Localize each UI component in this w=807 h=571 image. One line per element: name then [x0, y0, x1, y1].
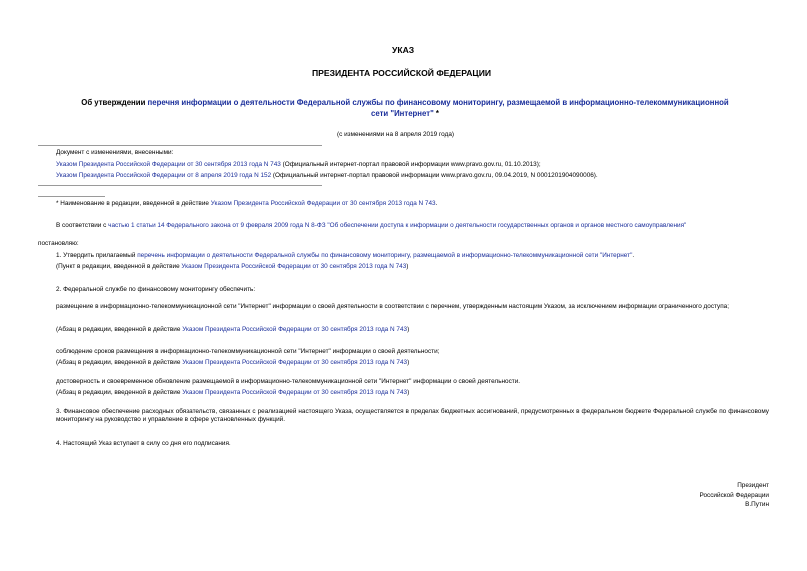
item-1-link[interactable]: перечень информации о деятельности Федеральной службы по финансовому мониторингу, размещаемой в информационно-телекоммуникационной сети "Интернет" — [137, 252, 633, 259]
item-1-note-suffix: ) — [406, 263, 409, 270]
item-1-note-link[interactable]: Указом Президента Российской Федерации от 30 сентября 2013 года N 743 — [181, 263, 407, 270]
changes-bottom-rule — [38, 185, 322, 186]
amendments-note: (с изменениями на 8 апреля 2019 года) — [337, 131, 454, 138]
note-link[interactable]: Указом Президента Российской Федерации от 30 сентября 2013 года N 743 — [182, 326, 408, 333]
item-2-sub-1-note — [56, 326, 409, 334]
item-1-prefix: 1. Утвердить прилагаемый — [56, 252, 138, 259]
item-3: 3. Финансовое обеспечение расходных обязательств, связанных с реализацией настоящего Указа, осуществляется в пределах бюджетных ассигнований, предусмотренных в федеральном бюджете Федеральной службе по финансовому мониторингу на руководство и управление в сфере установленных функций. — [56, 408, 769, 423]
item-2-sub-2-note — [56, 359, 409, 367]
note-link[interactable]: Указом Президента Российской Федерации от 30 сентября 2013 года N 743 — [182, 389, 408, 396]
changes-item-2-note: (Официальный интернет-портал правовой информации www.pravo.gov.ru, 09.04.2019, N 0001201904090006). — [271, 172, 598, 179]
preamble-link[interactable]: частью 1 статьи 14 Федерального закона от 9 февраля 2009 года N 8-ФЗ "Об обеспечении доступа к информации о деятельности государственных органов и органов местного самоуправления" — [108, 222, 687, 229]
note-prefix: (Абзац в редакции, введенной в действие — [56, 326, 183, 333]
item-1 — [56, 252, 634, 260]
changes-label: Документ с изменениями, внесенными: — [56, 149, 174, 156]
changes-item-1 — [56, 161, 541, 169]
item-2-sub-1: размещение в информационно-телекоммуникационной сети "Интернет" информации о своей деятельности в соответствии с перечнем, утвержденным настоящим Указом, за исключением информации ограниченного доступа; — [56, 303, 730, 310]
footnote — [56, 200, 437, 208]
note-prefix: (Абзац в редакции, введенной в действие — [56, 389, 183, 396]
signature-country: Российской Федерации — [699, 491, 769, 499]
document-title — [80, 98, 730, 119]
changes-item-1-link[interactable]: Указом Президента Российской Федерации от 30 сентября 2013 года N 743 — [56, 161, 281, 168]
preamble — [56, 222, 686, 230]
item-2-sub-3-note — [56, 389, 409, 397]
footnote-link[interactable]: Указом Президента Российской Федерации от 30 сентября 2013 года N 743 — [210, 200, 436, 207]
note-suffix: ) — [407, 389, 410, 396]
signature-block — [700, 481, 770, 510]
title-prefix: Об утверждении — [81, 98, 148, 107]
item-2-sub-3: достоверность и своевременное обновление размещаемой в информационно-телекоммуникационной сети "Интернет" информации о своей деятельности. — [56, 378, 521, 385]
item-1-suffix: . — [632, 252, 635, 259]
changes-top-rule — [38, 145, 322, 146]
title-suffix: * — [433, 108, 439, 118]
note-link[interactable]: Указом Президента Российской Федерации от 30 сентября 2013 года N 743 — [182, 359, 408, 366]
title-link[interactable]: перечня информации о деятельности Федеральной службы по финансовому мониторингу, размещаемой в информационно-телекоммуникационной сети "Интернет" — [147, 98, 729, 118]
item-4: 4. Настоящий Указ вступает в силу со дня его подписания. — [56, 440, 231, 447]
signature-name: В.Путин — [745, 501, 769, 509]
changes-item-1-note: (Официальный интернет-портал правовой информации www.pravo.gov.ru, 01.10.2013); — [280, 161, 541, 168]
footnote-suffix: . — [435, 200, 438, 207]
footnote-rule — [38, 196, 105, 197]
changes-item-2 — [56, 172, 598, 180]
note-suffix: ) — [407, 326, 410, 333]
authority-heading: ПРЕЗИДЕНТА РОССИЙСКОЙ ФЕДЕРАЦИИ — [312, 68, 492, 78]
item-1-note-prefix: (Пункт в редакции, введенной в действие — [56, 263, 182, 270]
note-prefix: (Абзац в редакции, введенной в действие — [56, 359, 183, 366]
note-suffix: ) — [407, 359, 410, 366]
decree-heading: УКАЗ — [392, 45, 415, 55]
item-2-sub-2: соблюдение сроков размещения в информационно-телекоммуникационной сети "Интернет" информации о своей деятельности; — [56, 348, 440, 355]
changes-item-2-link[interactable]: Указом Президента Российской Федерации от 8 апреля 2019 года N 152 — [56, 172, 272, 179]
decrees-word: постановляю: — [38, 240, 79, 247]
item-2-intro: 2. Федеральной службе по финансовому мониторингу обеспечить: — [56, 286, 256, 293]
footnote-prefix: * Наименование в редакции, введенной в действие — [56, 200, 211, 207]
signature-title: Президент — [737, 482, 769, 489]
item-1-note — [56, 263, 408, 271]
preamble-prefix: В соответствии с — [56, 222, 109, 229]
